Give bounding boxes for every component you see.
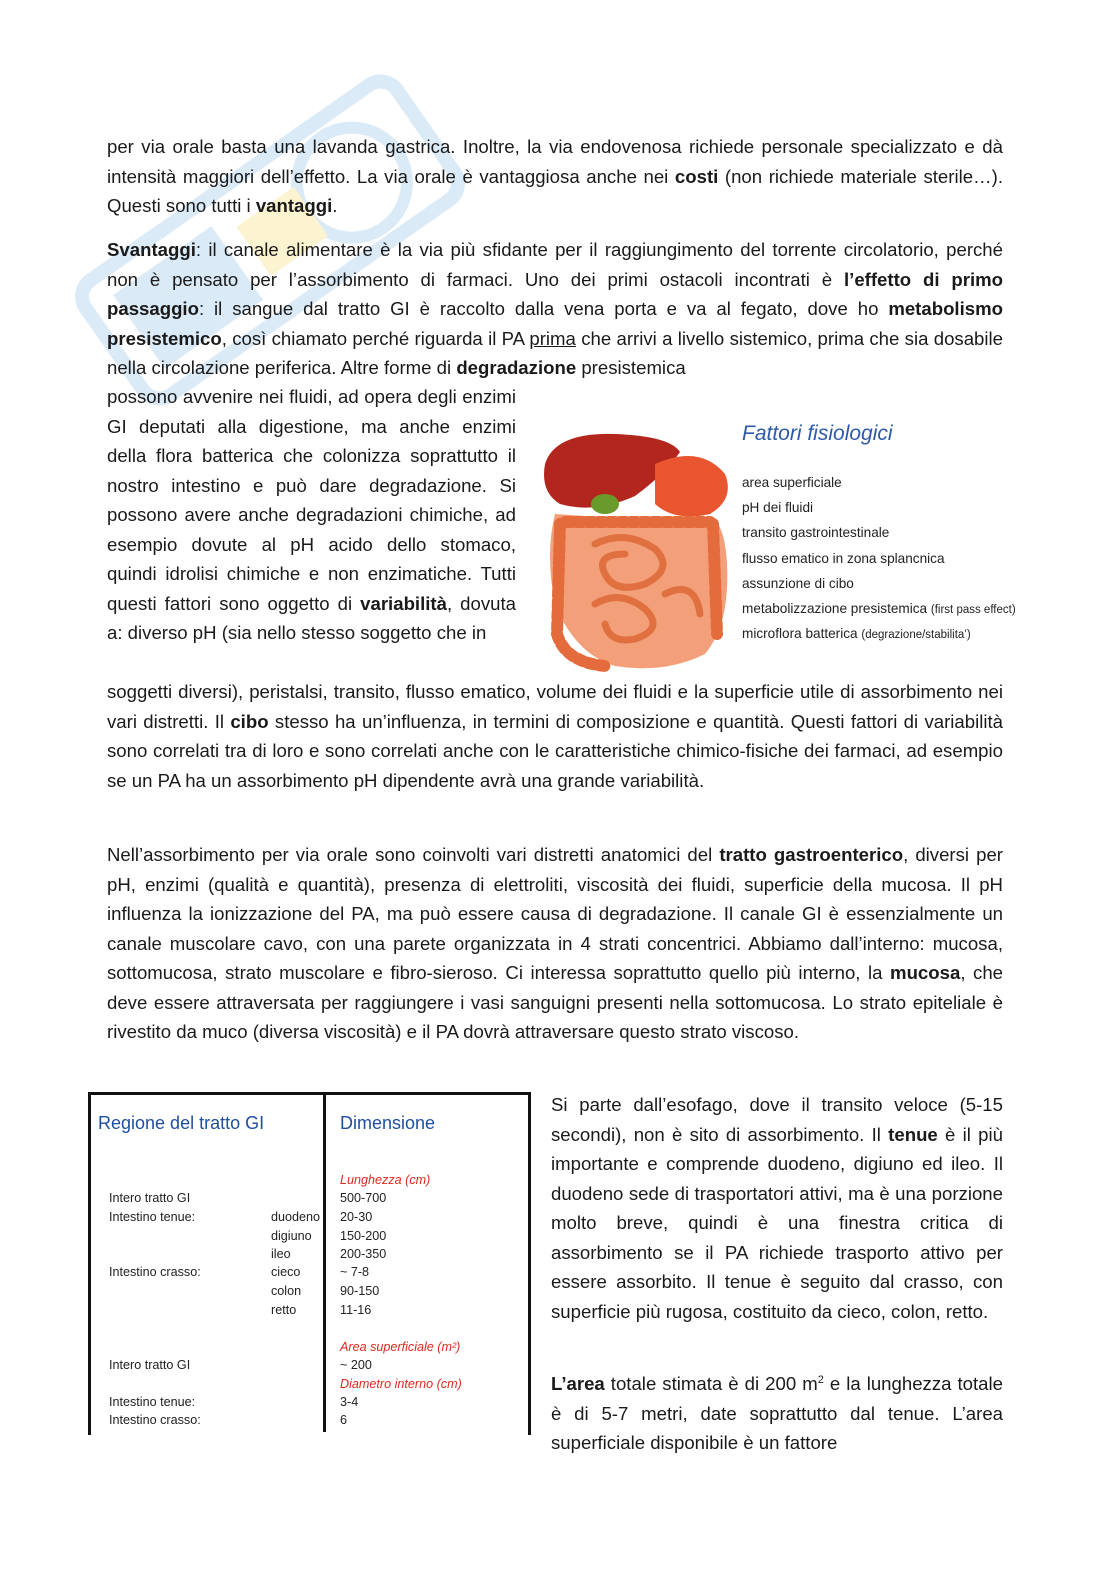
list-item: metabolizzazione presistemica (first pass effect) [742, 600, 1016, 616]
paragraph-tratto-gastroenterico: Nell’assorbimento per via orale sono coinvolti vari distretti anatomici del tratto gastroenterico, diversi per pH, enzimi (qualità e quantità), presenza di elettroliti, viscosità dei fluidi, superficie della mucosa. Il pH influenza la ionizzazione del PA, ma può essere causa di degradazione. Il canale GI è essenzialmente un canale muscolare cavo, con una parete organizzata in 4 strati concentrici. Abbiamo dall’interno: mucosa, sottomucosa, strato muscolare e fibro-sieroso. Ci interessa soprattutto quello più interno, la mucosa, che deve essere attraversata per raggiungere i vasi sanguigni presenti nella sottomucosa. Lo strato epiteliale è rivestito da muco (diversa viscosità) e il PA dovrà attraversare questo strato viscoso. [107, 844, 1004, 1042]
list-item: transito gastrointestinale [742, 525, 890, 541]
row-sublabel: cieco [271, 1265, 301, 1279]
physiological-factors-figure [535, 404, 1057, 676]
cell-value: 500-700 [340, 1191, 387, 1205]
row-sublabel: digiuno [271, 1229, 312, 1243]
section-diameter: Diametro interno (cm) [340, 1377, 462, 1391]
factors-list [742, 470, 1016, 646]
paragraph-svantaggi: Svantaggi: il canale alimentare è la via più sfidante per il raggiungimento del torrente circolatorio, perché non è pensato per l’assorbimento di farmaci. Uno dei primi ostacoli incontrati è l’effetto di primo passaggio: il sangue dal tratto GI è raccolto dalla vena porta e va al fegato, dove ho metabolismo presistemico, così chiamato perché riguarda il PA prima che arrivi a livello sistemico, prima che sia dosabile nella circolazione periferica. Altre forme di degradazione presistemica [107, 239, 1004, 378]
cell-value: 200-350 [340, 1247, 387, 1261]
cell-value: 11-16 [340, 1303, 372, 1317]
cell-value: 6 [340, 1413, 348, 1427]
row-sublabel: duodeno [271, 1210, 321, 1224]
table-header-dimension: Dimensione [340, 1113, 436, 1133]
list-item: microflora batterica (degrazione/stabilita’) [742, 626, 971, 642]
row-sublabel: ileo [271, 1247, 291, 1261]
figure-title: Fattori fisiologici [742, 422, 893, 445]
list-item: assunzione di cibo [742, 575, 854, 591]
paragraph-degradazione: possono avvenire nei fluidi, ad opera degli enzimi GI deputati alla digestione, ma anche enzimi della flora batterica che colonizza soprattutto il nostro intestino e può dare degradazione. Si possono avere anche degradazioni chimiche, ad esempio dovute al pH acido dello stomaco, quindi idrolisi chimiche e non enzimatiche. Tutti questi fattori sono oggetto di variabilità, dovuta a: diverso pH (sia nello stesso soggetto che in [107, 386, 516, 643]
digestive-system-illustration-icon [535, 404, 740, 676]
cell-value: 90-150 [340, 1284, 380, 1298]
row-label: Intestino tenue: [109, 1395, 196, 1409]
section-area: Area superficiale (m²) [340, 1340, 461, 1354]
row-label: Intestino crasso: [109, 1413, 201, 1427]
list-item: pH dei fluidi [742, 500, 814, 516]
row-label: Intero tratto GI [109, 1191, 191, 1205]
list-item: area superficiale [742, 475, 842, 490]
row-label: Intestino tenue: [109, 1210, 196, 1224]
cell-value: ~ 7-8 [340, 1265, 370, 1279]
row-sublabel: colon [271, 1284, 302, 1298]
cell-value: 20-30 [340, 1210, 373, 1224]
paragraph-esofago-tenue: Si parte dall’esofago, dove il transito veloce (5-15 secondi), non è sito di assorbimento. Il tenue è il più importante e comprende duodeno, digiuno ed ileo. Il duodeno sede di trasportatori attivi, ma è una porzione molto breve, quindi è una finestra critica di assorbimento se il PA richiede trasporto attivo per essere assorbito. Il tenue è seguito dal crasso, con superficie più rugosa, costituito da cieco, colon, retto. [551, 1094, 1003, 1322]
gi-dimensions-table [88, 1092, 531, 1435]
row-label: Intero tratto GI [109, 1358, 191, 1372]
paragraph-area-totale: L’area totale stimata è di 200 $m^2$ e la lunghezza totale è di 5-7 metri, date soprattutto dal tenue. L’area superficiale disponibile è un fattore [551, 1373, 1003, 1453]
cell-value: 150-200 [340, 1229, 387, 1243]
paragraph-vantaggi: per via orale basta una lavanda gastrica. Inoltre, la via endovenosa richiede personale specializzato e dà intensità maggiori dell’effetto. La via orale è vantaggiosa anche nei costi (non richiede materiale sterile…). Questi sono tutti i vantaggi. [107, 136, 1004, 216]
cell-value: 3-4 [340, 1395, 359, 1409]
row-sublabel: retto [271, 1303, 297, 1317]
section-length: Lunghezza (cm) [340, 1173, 431, 1187]
list-item: flusso ematico in zona splancnica [742, 550, 945, 566]
table-divider [323, 1095, 326, 1432]
paragraph-variabilita: soggetti diversi), peristalsi, transito, flusso ematico, volume dei fluidi e la superficie utile di assorbimento nei vari distretti. Il cibo stesso ha un’influenza, in termini di composizione e quantità. Questi fattori di variabilità sono correlati tra di loro e sono correlati anche con le caratteristiche chimico-fisiche dei farmaci, ad esempio se un PA ha un assorbimento pH dipendente avrà una grande variabilità. [107, 681, 1003, 791]
table-header-region: Regione del tratto GI [98, 1113, 265, 1133]
cell-value: ~ 200 [340, 1358, 372, 1372]
row-label: Intestino crasso: [109, 1265, 201, 1279]
